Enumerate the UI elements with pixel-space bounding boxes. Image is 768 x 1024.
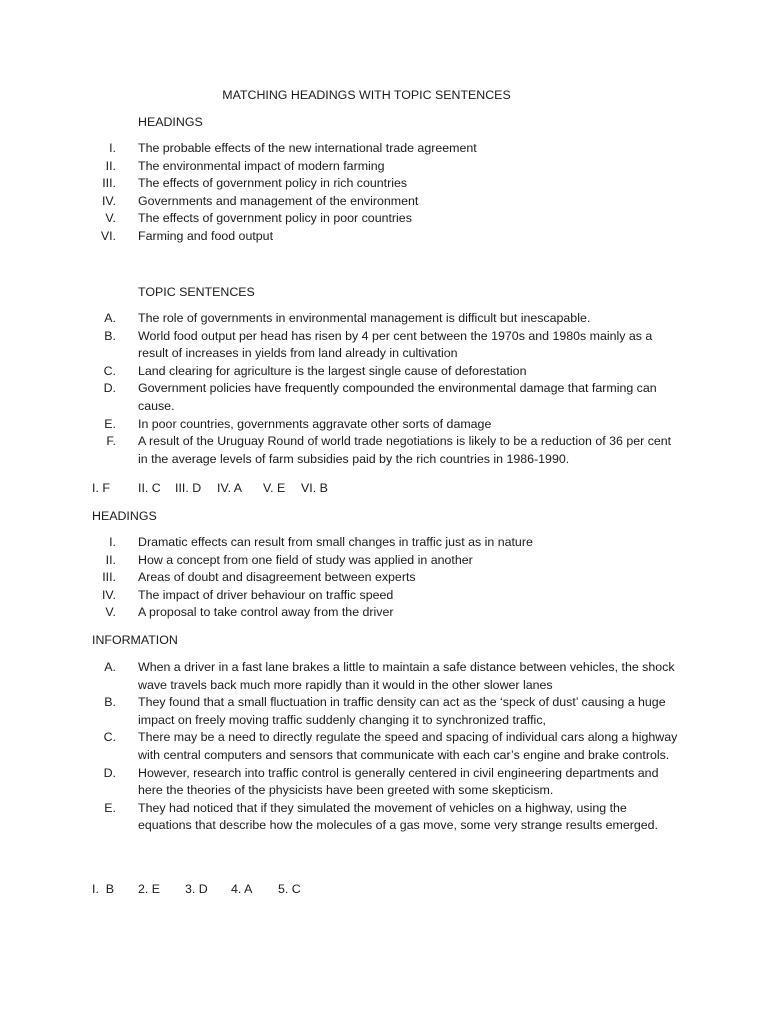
list-item <box>92 433 682 468</box>
list-item-text: A proposal to take control away from the driver <box>138 605 394 620</box>
section2-answer-key <box>92 881 301 898</box>
list-item-number: I. <box>109 535 116 549</box>
list-item <box>92 729 682 764</box>
section1-topics-list <box>92 310 682 468</box>
list-item <box>92 380 682 415</box>
list-item-text: Dramatic effects can result from small changes in traffic just as in nature <box>138 535 533 549</box>
list-item <box>92 800 682 835</box>
list-item-number: E. <box>104 800 116 815</box>
section2-info-list <box>92 659 682 835</box>
answer-item: II. C <box>138 481 161 495</box>
list-item <box>92 694 682 729</box>
list-item <box>92 659 682 694</box>
list-item-text: World food output per head has risen by 4 per cent between the 1970s and 1980s mainly as a result of increases in yields from land already in cultivation <box>138 328 653 361</box>
section2-headings-list <box>92 534 692 622</box>
list-item-number: VI. <box>100 228 116 243</box>
list-item <box>92 158 692 176</box>
answer-item: V. E <box>263 481 286 495</box>
list-item-text: They found that a small fluctuation in traffic density can act as the ‘speck of dust’ causing a huge impact on freely moving traffic suddenly changing it to synchronized traffic, <box>138 695 666 727</box>
list-item-number: III. <box>102 570 116 585</box>
list-item-number: C. <box>103 730 116 745</box>
list-item <box>92 552 692 570</box>
section1-topics-label: TOPIC SENTENCES <box>138 285 255 299</box>
list-item <box>92 569 692 587</box>
answer-item: I. F <box>92 481 110 495</box>
list-item-text: When a driver in a fast lane brakes a little to maintain a safe distance between vehicles, the shock wave travels back much more rapidly than it would in the other slower lanes <box>138 660 675 692</box>
list-item-text: How a concept from one field of study was applied in another <box>138 552 473 567</box>
list-item <box>92 363 682 381</box>
answer-item: I. B <box>92 882 115 896</box>
list-item-number: A. <box>104 311 116 325</box>
list-item <box>92 310 682 328</box>
section1-headings-label: HEADINGS <box>138 115 203 129</box>
list-item <box>92 228 692 246</box>
list-item-text: The effects of government policy in rich countries <box>138 176 408 191</box>
section1-headings-list <box>92 140 692 246</box>
list-item-text: There may be a need to directly regulate the speed and spacing of individual cars along a highway with central computers and sensors that communicate with each car’s engine and brake controls. <box>138 730 678 762</box>
answer-item: IV. A <box>217 481 243 495</box>
list-item-text: The role of governments in environmental management is difficult but inescapable. <box>138 311 591 325</box>
list-item-number: D. <box>103 765 116 780</box>
list-item-text: Land clearing for agriculture is the largest single cause of deforestation <box>138 363 527 378</box>
list-item-text: In poor countries, governments aggravate other sorts of damage <box>138 416 492 431</box>
list-item <box>92 193 692 211</box>
list-item-number: A. <box>104 660 116 674</box>
list-item-text: Areas of doubt and disagreement between experts <box>138 570 416 585</box>
list-item-number: IV. <box>101 193 116 208</box>
list-item-number: B. <box>104 695 116 710</box>
list-item <box>92 604 692 622</box>
list-item <box>92 328 682 363</box>
list-item <box>92 140 692 158</box>
list-item-number: F. <box>106 434 116 449</box>
list-item-text: A result of the Uruguay Round of world trade negotiations is likely to be a reduction of 36 per cent in the average levels of farm subsidies paid by the rich countries in 1986-1990. <box>138 434 672 466</box>
list-item-number: V. <box>105 605 116 620</box>
list-item-number: IV. <box>101 587 116 602</box>
list-item-number: C. <box>103 363 116 378</box>
list-item-number: D. <box>103 381 116 396</box>
answer-item: III. D <box>175 481 202 495</box>
list-item-text: Farming and food output <box>138 228 274 243</box>
list-item <box>92 534 692 552</box>
list-item <box>92 175 692 193</box>
section1-answer-key <box>92 480 328 497</box>
page-title: MATCHING HEADINGS WITH TOPIC SENTENCES <box>222 88 511 102</box>
list-item-number: III. <box>102 176 116 191</box>
list-item-text: The impact of driver behaviour on traffic speed <box>138 587 394 602</box>
answer-item: 3. D <box>185 882 208 896</box>
list-item <box>92 765 682 800</box>
list-item-number: II. <box>105 158 116 173</box>
list-item-number: I. <box>109 141 116 155</box>
list-item-text: They had noticed that if they simulated the movement of vehicles on a highway, using the equations that describe how the molecules of a gas move, some very strange results emerged. <box>138 800 658 833</box>
list-item-text: Government policies have frequently compounded the environmental damage that farming can cause. <box>138 381 657 413</box>
list-item-text: The effects of government policy in poor countries <box>138 211 412 226</box>
list-item-text: Governments and management of the environment <box>138 193 419 208</box>
list-item-number: II. <box>105 552 116 567</box>
list-item-number: E. <box>104 416 116 431</box>
list-item <box>92 587 692 605</box>
answer-item: VI. B <box>301 481 328 495</box>
list-item-text: The environmental impact of modern farming <box>138 158 385 173</box>
section2-headings-label: HEADINGS <box>92 509 157 523</box>
answer-item: 5. C <box>278 882 301 896</box>
list-item <box>92 210 692 228</box>
list-item-text: The probable effects of the new international trade agreement <box>138 141 477 155</box>
list-item-number: B. <box>104 328 116 343</box>
list-item-text: However, research into traffic control is generally centered in civil engineering departments and here the theories of the physicists have been greeted with some skepticism. <box>138 765 659 798</box>
list-item <box>92 416 682 434</box>
list-item-number: V. <box>105 211 116 226</box>
answer-item: 2. E <box>138 882 161 896</box>
section2-info-label: INFORMATION <box>92 633 178 647</box>
answer-item: 4. A <box>231 882 253 896</box>
